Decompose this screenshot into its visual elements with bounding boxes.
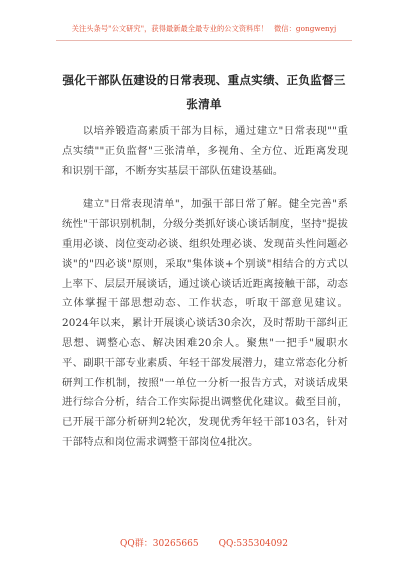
paragraph-daily-performance: 建立"日常表现清单"，加强干部日常了解。健全完善"系统性"干部识别机制，分级分类抓好谈心谈话制度，坚持"提拔重用必谈、岗位变动必谈、组织处理必谈、发现苗头性问题必谈"的"四必谈"原则，采取"集体谈+个别谈"相结合的方式以上率下、层层开展谈话，通过谈心谈话近距离接触干部，动态立体掌握干部思想动态、工作状态，听取干部意见建议。2024年以来，累计开展谈心谈话30余次，及时帮助干部纠正思想、调整心态、解决困难20余人。聚焦"一把手"履职水平、副职干部专业素质、年轻干部发展潜力，建立常态化分析研判工作机制，按照"一单位一分析一报告方式，对谈话成果进行综合分析，结合工作实际提出调整优化建议。截至目前，已开展干部分析研判2轮次，发现优秀年轻干部103名，针对干部特点和岗位需求调整干部岗位4批次。 xyxy=(62,198,348,448)
header-wechat-label: 微信： xyxy=(274,24,296,33)
footer-contact xyxy=(0,538,408,550)
header-promo-text: 关注头条号"公文研究"，获得最新最全最专业的公文资料库！ xyxy=(71,24,269,33)
paragraph-intro: 以培养锻造高素质干部为目标，通过建立"日常表现""重点实绩""正负监督"三张清单，多视角、全方位、近距离发现和识别干部，不断夯实基层干部队伍建设基础。 xyxy=(62,125,348,177)
footer-qq-group: QQ群：30265665 xyxy=(120,539,199,549)
footer-qq: QQ:535304092 xyxy=(218,539,288,549)
header-promo-line xyxy=(0,24,408,34)
document-body xyxy=(62,122,348,453)
header-wechat-id: gongwenyj xyxy=(295,24,337,33)
document-title: 强化干部队伍建设的日常表现、重点实绩、正负监督三张清单 xyxy=(62,73,346,111)
header-divider xyxy=(56,40,352,41)
